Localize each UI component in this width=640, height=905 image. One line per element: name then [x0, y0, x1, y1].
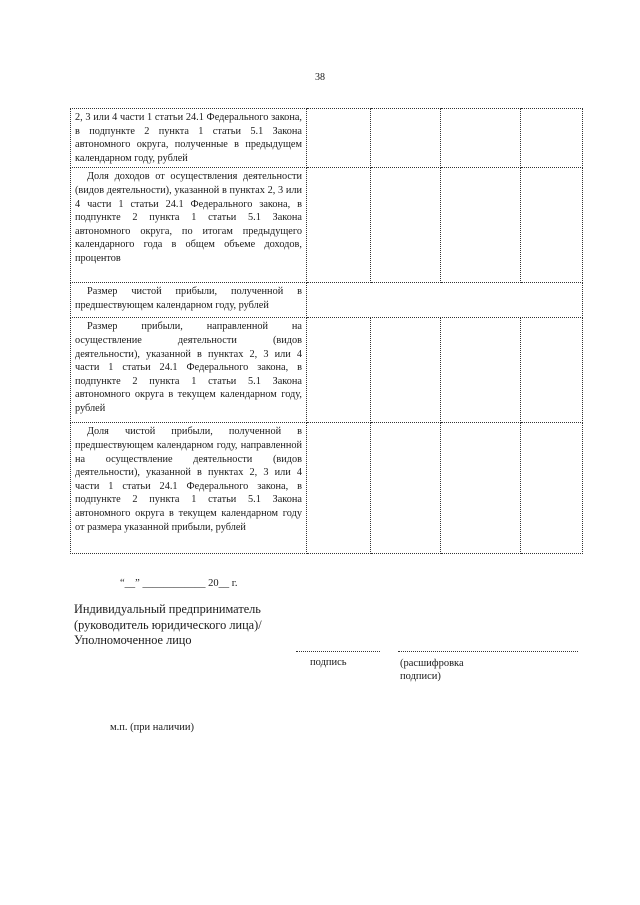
signature-caption: подпись — [310, 657, 347, 668]
value-cell[interactable] — [441, 423, 521, 554]
table-row — [71, 283, 583, 318]
signature-line[interactable] — [296, 651, 380, 652]
row-label: Размер чистой прибыли, полученной в предшествующем календарном году, рублей — [71, 283, 307, 318]
stamp-placeholder: м.п. (при наличии) — [110, 722, 194, 733]
page-number: 38 — [315, 72, 325, 83]
value-cell[interactable] — [521, 423, 583, 554]
value-cell[interactable] — [441, 318, 521, 423]
table-row — [71, 423, 583, 554]
signer-line: (руководитель юридического лица)/ — [74, 617, 262, 632]
decoding-caption: (расшифровка подписи) — [400, 658, 464, 682]
indicators-table — [70, 108, 583, 554]
value-cell[interactable] — [371, 318, 441, 423]
signer-line: Уполномоченное лицо — [74, 633, 192, 647]
value-cell-merged[interactable] — [307, 283, 583, 318]
row-label: Доля доходов от осуществления деятельности (видов деятельности), указанной в пунктах 2, 3 или 4 части 1 статьи 24.1 Федерального закона, в подпункте 2 пункта 1 статьи 5.1 Закона автономного округа, по итогам предыдущего календарного года в общем объеме доходов, процентов — [71, 168, 307, 283]
value-cell[interactable] — [521, 318, 583, 423]
row-label: Размер прибыли, направленной на осуществление деятельности (видов деятельности), указанной в пунктах 2, 3 или 4 части 1 статьи 24.1 Федерального закона, в подпункте 2 пункта 1 статьи 5.1 Закона автономного округа в текущем календарном году, рублей — [71, 318, 307, 423]
value-cell[interactable] — [307, 423, 371, 554]
value-cell[interactable] — [441, 168, 521, 283]
signer-block — [74, 602, 262, 649]
value-cell[interactable] — [307, 318, 371, 423]
table-row — [71, 168, 583, 283]
row-label: 2, 3 или 4 части 1 статьи 24.1 Федерального закона, в подпункте 2 пункта 1 статьи 5.1 Закона автономного округа, полученные в предыдущем календарном году, рублей — [71, 109, 307, 168]
date-line: “__” ____________ 20__ г. — [120, 578, 238, 589]
value-cell[interactable] — [521, 168, 583, 283]
table-row — [71, 318, 583, 423]
value-cell[interactable] — [307, 168, 371, 283]
table-row — [71, 109, 583, 168]
value-cell[interactable] — [307, 109, 371, 168]
value-cell[interactable] — [521, 109, 583, 168]
value-cell[interactable] — [441, 109, 521, 168]
signer-line: Индивидуальный предприниматель — [74, 602, 261, 616]
row-label: Доля чистой прибыли, полученной в предшествующем календарном году, направленной на осуществление деятельности (видов деятельности), указанной в пунктах 2, 3 или 4 части 1 статьи 24.1 Федерального закона, в подпункте 2 пункта 1 статьи 5.1 Закона автономного округа в текущем календарном году от размера указанной прибыли, рублей — [71, 423, 307, 554]
name-decoding-line[interactable] — [398, 651, 578, 652]
value-cell[interactable] — [371, 168, 441, 283]
value-cell[interactable] — [371, 423, 441, 554]
value-cell[interactable] — [371, 109, 441, 168]
